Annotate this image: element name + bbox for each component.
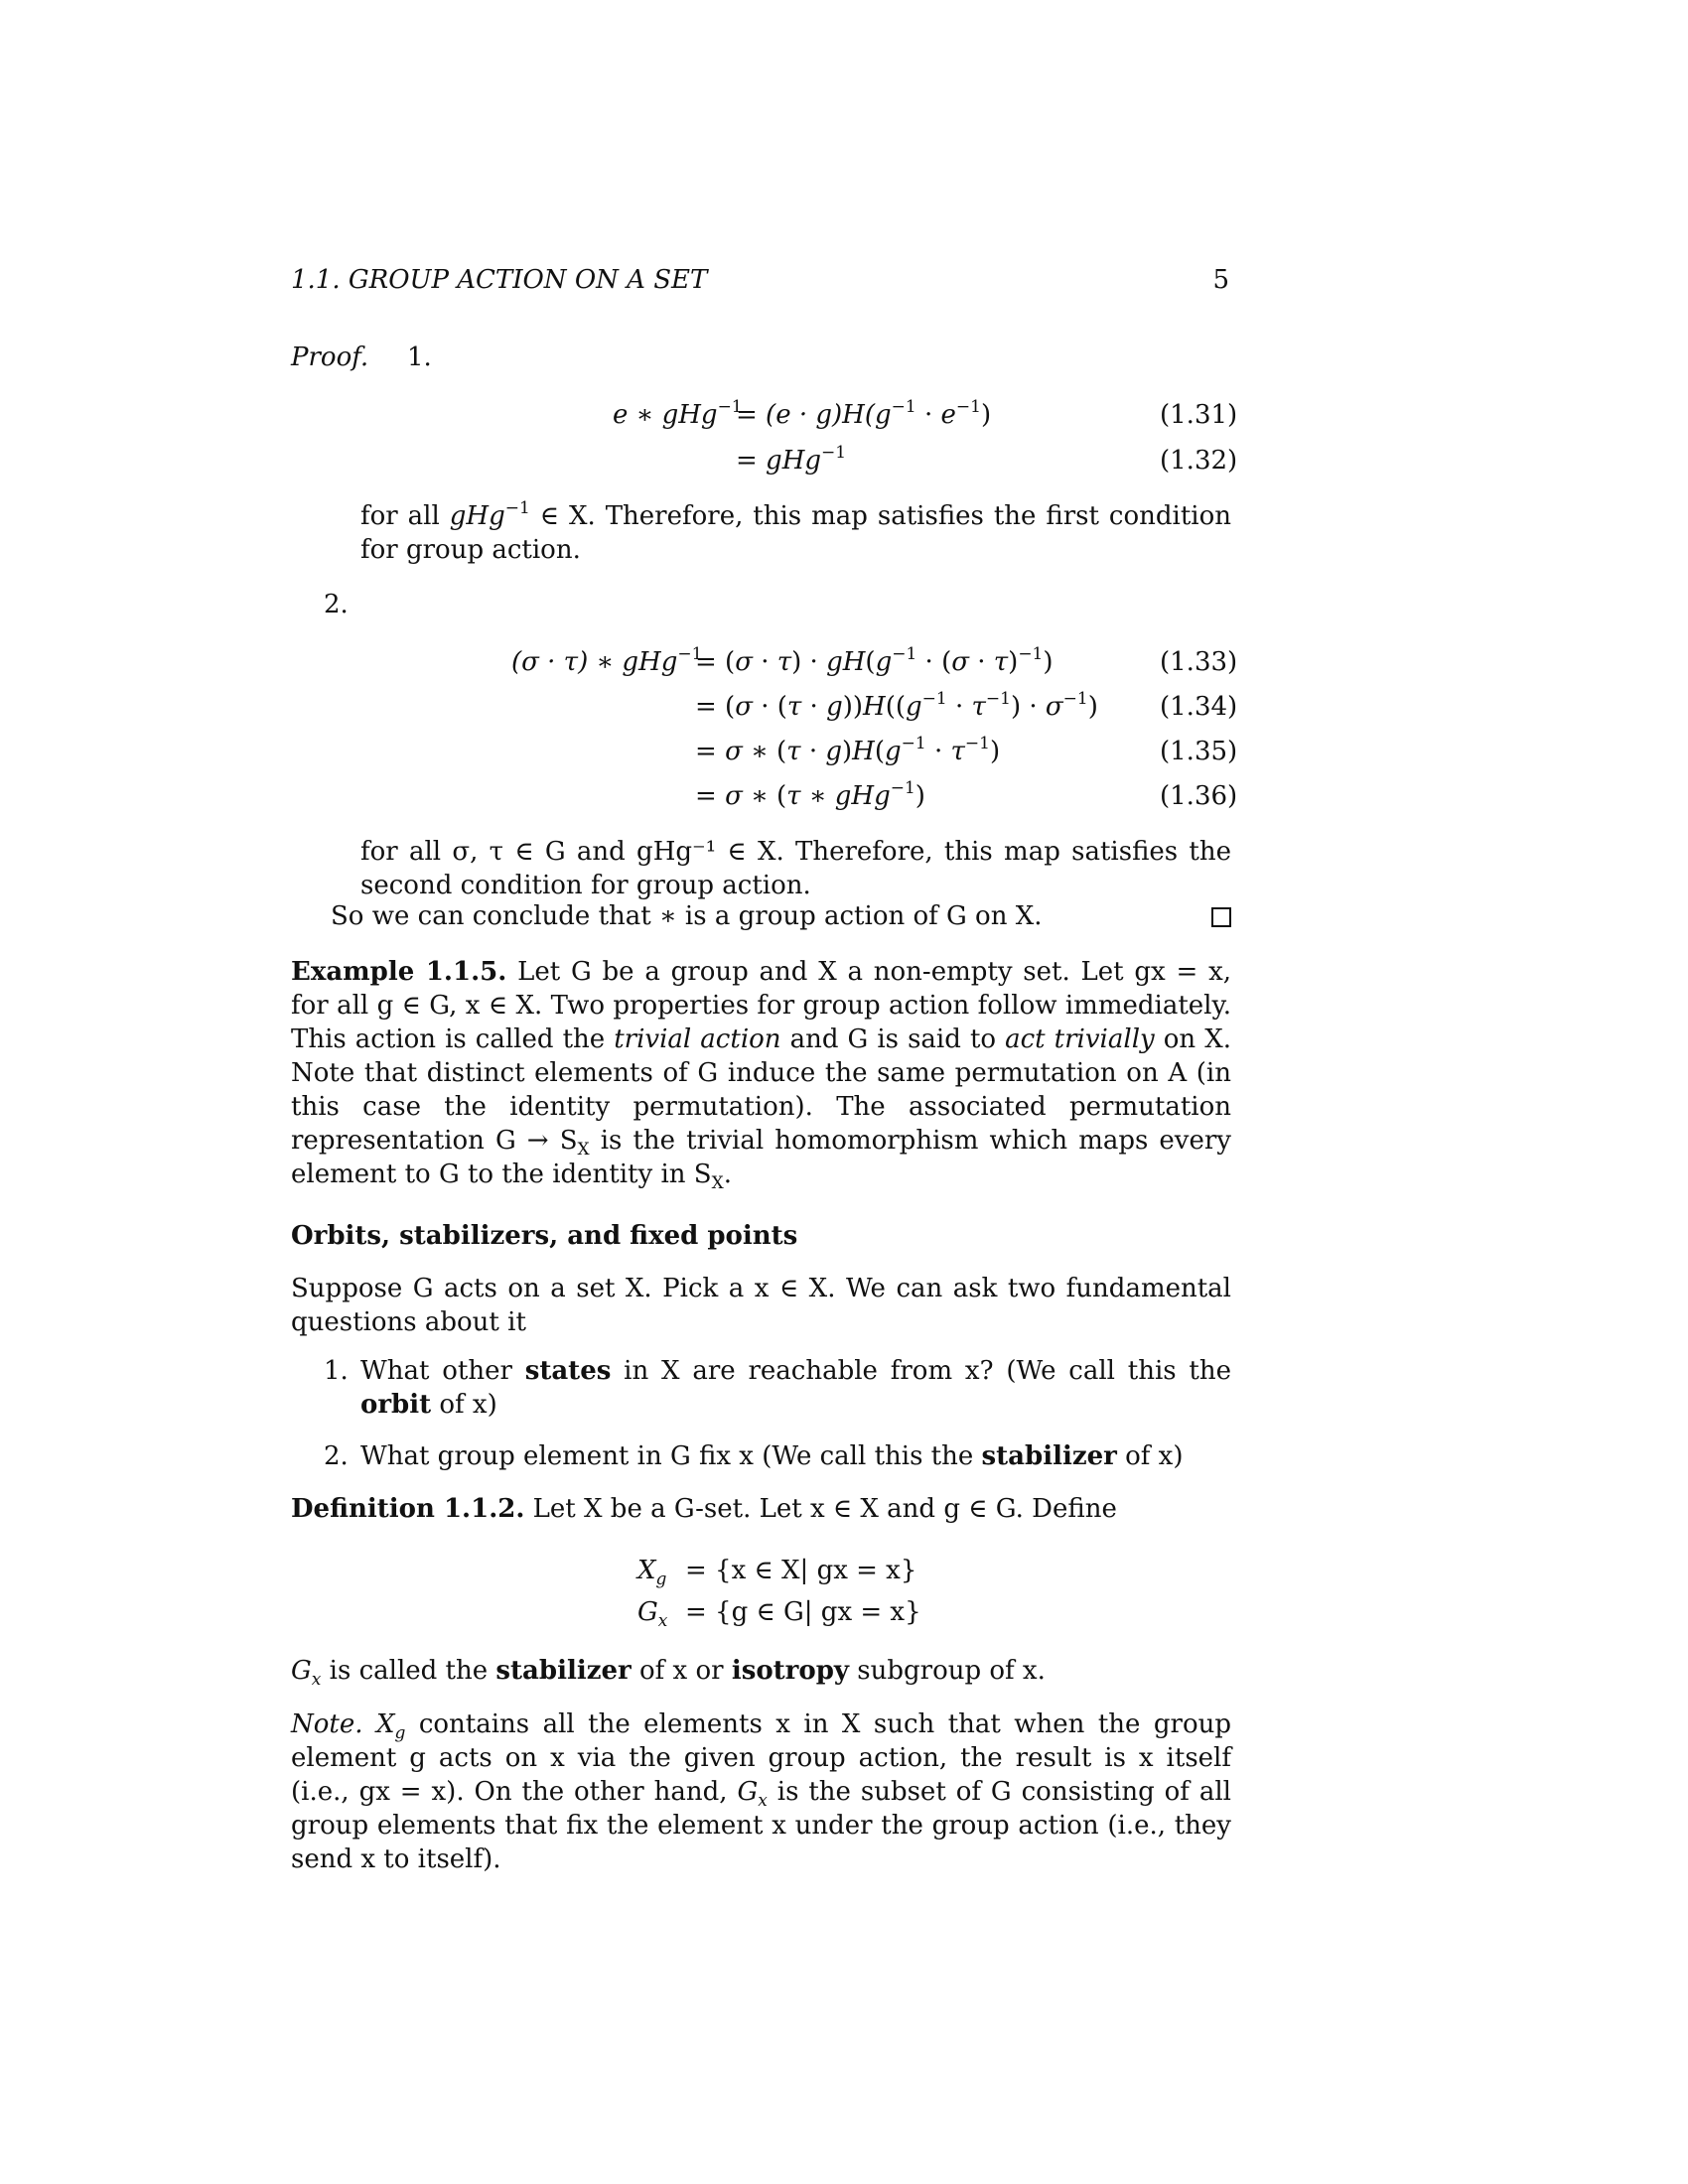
eq-1-31-rhs: = $(e \cdot g)H(g^{-1} \cdot e^{-1})$ <box>736 397 992 430</box>
stabilizer-sentence: $G_x$ is called the stabilizer of x or isotropy subgroup of x. <box>291 1656 1046 1690</box>
proof-item-1-text: for all gHg$^{-1}$ ∈ X. Therefore, this map satisfies the first condition for group action. <box>360 498 1231 565</box>
eq-1-35-rhs: = σ ∗ $(\tau \cdot g)H(g^{-1} \cdot \tau^{-1})$ <box>695 734 1001 766</box>
orbits-intro: Suppose G acts on a set X. Pick a x ∈ X. We can ask two fundamental questions about it <box>291 1274 1231 1337</box>
def-eq-2-rhs: = {g ∈ G| gx = x} <box>685 1597 921 1627</box>
eq-1-32-tag: (1.32) <box>1160 446 1238 476</box>
note-paragraph: Note. $X_g$ contains all the elements x in X such that when the group element g acts on x via the given group action, the result is x itself (i.e., gx = x). On the other hand, $G_x$ is the subset of G consisting of all group elements that fix the element x under the group action (i.e., they send x to itself). <box>291 1709 1232 1874</box>
proof-item-1-number: 1. <box>407 342 432 372</box>
eq-1-33-tag: (1.33) <box>1160 647 1238 677</box>
proof-conclusion: So we can conclude that ∗ is a group action of G on X. <box>331 901 1043 931</box>
eq-1-36-tag: (1.36) <box>1160 781 1238 811</box>
eq-1-34-tag: (1.34) <box>1160 692 1238 722</box>
proof-item-2-text: for all σ, τ ∈ G and gHg⁻¹ ∈ X. Therefore, this map satisfies the second condition for group action. <box>360 837 1231 900</box>
def-eq-1-rhs: = {x ∈ X| gx = x} <box>685 1556 917 1585</box>
definition-1-1-2: Definition 1.1.2. Let X be a G-set. Let x ∈ X and g ∈ G. Define <box>291 1494 1117 1524</box>
qed-square <box>1211 907 1231 931</box>
eq-1-36-rhs: = σ ∗ (τ ∗ gHg$^{-1}$) <box>695 778 925 811</box>
eq-1-33-rhs: = $(\sigma \cdot \tau) \cdot gH(g^{-1} \cdot (\sigma \cdot \tau)^{-1})$ <box>695 644 1054 677</box>
question-1-number: 1. <box>324 1356 349 1386</box>
eq-1-32-rhs: = gHg$^{-1}$ <box>736 443 847 476</box>
section-heading-orbits: Orbits, stabilizers, and fixed points <box>291 1221 798 1251</box>
question-2: What group element in G fix x (We call this the stabilizer of x) <box>360 1441 1184 1471</box>
eq-1-31-lhs: e ∗ gHg$^{-1}$ <box>613 397 743 430</box>
running-header-section: 1.1. GROUP ACTION ON A SET <box>291 265 708 295</box>
page-number: 5 <box>1212 265 1229 295</box>
proof-label: Proof. <box>291 342 369 372</box>
eq-1-31-tag: (1.31) <box>1160 400 1238 430</box>
question-2-number: 2. <box>324 1441 349 1471</box>
question-1: What other states in X are reachable from x? (We call this the orbit of x) <box>360 1356 1231 1420</box>
eq-1-35-tag: (1.35) <box>1160 737 1238 766</box>
proof-item-2-number: 2. <box>324 590 349 619</box>
def-eq-2-lhs: $G_x$ <box>637 1597 668 1631</box>
eq-1-34-rhs: = $(\sigma \cdot (\tau \cdot g))H((g^{-1} \cdot \tau^{-1}) \cdot \sigma^{-1})$ <box>695 689 1098 722</box>
def-eq-1-lhs: $X_g$ <box>637 1556 667 1589</box>
example-1-1-5: Example 1.1.5. Let G be a group and X a non-empty set. Let gx = x, for all g ∈ G, x ∈ X. Two properties for group action follow immediately. This action is called the trivial action and G is said to act trivially on X. Note that distinct elements of G induce the same permutation on A (in this case the identity permutation). The associated permutation representation $G \to S_X$ is the trivial homomorphism which maps every element to G to the identity in $S_X$. <box>291 957 1232 1193</box>
eq-1-33-lhs: (σ · τ) ∗ gHg$^{-1}$ <box>511 644 703 677</box>
